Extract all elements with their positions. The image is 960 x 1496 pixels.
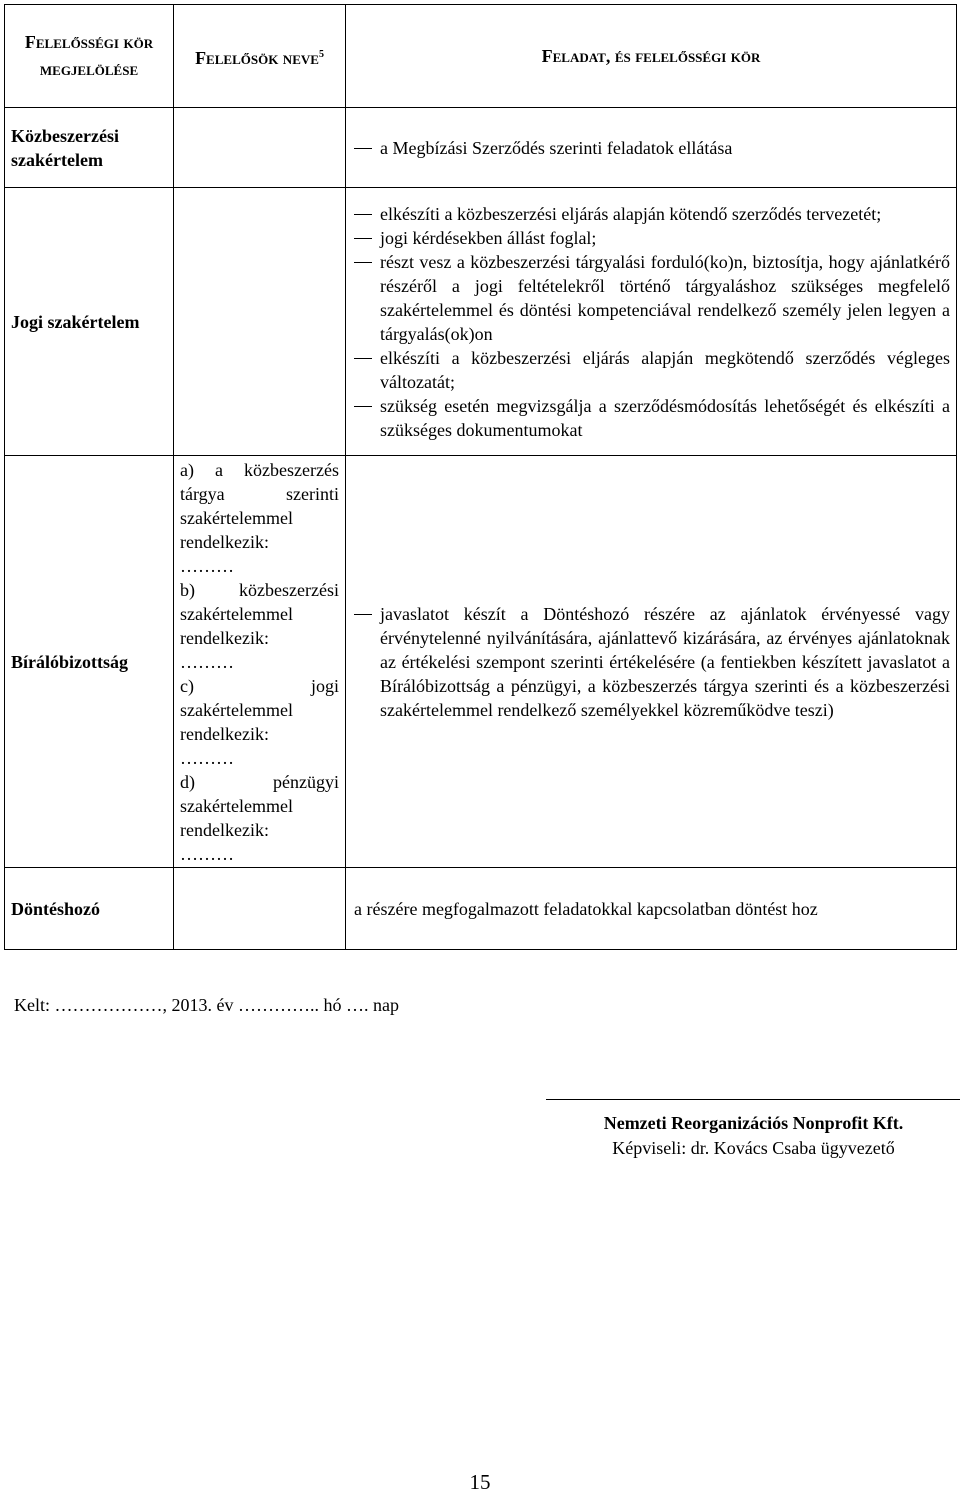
page-number: 15 (469, 1470, 491, 1494)
names-cell (174, 188, 346, 456)
header-responsible-persons: Felelősök neve$^5$ (174, 5, 346, 108)
member-blank: ……… (180, 843, 234, 864)
task-item: javaslatot készít a Döntéshozó részére az ajánlatok érvényessé vagy érvénytelenné nyilvánítására, ajánlattevő kizárására, az érvényes ajánlatoknak az értékelési szempont szerinti értékelésére (a fentiekben készített javaslatot a Bírálóbizottság a pénzügyi, a közbeszerzés tárgya szerinti és a közbeszerzési szakértelemmel rendelkező személyekkel közreműködve teszi) (380, 603, 950, 720)
header-task: Feladat, és felelősségi kör (346, 5, 957, 108)
tasks-cell (346, 108, 957, 188)
task-item: elkészíti a közbeszerzési eljárás alapján kötendő szerződés tervezetét; (380, 202, 950, 226)
names-cell (174, 868, 346, 950)
member-blank: ……… (180, 747, 234, 768)
footnote-marker: 5 (318, 48, 324, 60)
role-cell: Bírálóbizottság (5, 456, 174, 868)
member-blank: ……… (180, 651, 234, 672)
table-row (5, 456, 957, 868)
signatory-representative: Képviseli: dr. Kovács Csaba ügyvezető (612, 1138, 895, 1158)
task-item: elkészíti a közbeszerzési eljárás alapján megkötendő szerződés végleges változatát; (380, 347, 950, 392)
table-header-row (5, 5, 957, 108)
role-cell: Döntéshozó (5, 868, 174, 950)
table-row (5, 188, 957, 456)
responsibility-table (4, 4, 957, 950)
tasks-cell (346, 188, 957, 456)
task-item: szükség esetén megvizsgálja a szerződésmódosítás lehetőségét és elkészíti a szükséges dokumentumokat (380, 395, 950, 440)
names-cell (174, 108, 346, 188)
member-label: d) pénzügyi szakértelemmel rendelkezik: (180, 771, 339, 840)
tasks-cell (346, 456, 957, 868)
task-item: a Megbízási Szerződés szerinti feladatok ellátása (380, 136, 950, 160)
member-label: a) a közbeszerzés tárgya szerinti szakértelemmel rendelkezik: (180, 459, 339, 552)
names-cell (174, 456, 346, 868)
member-blank: ……… (180, 555, 234, 576)
signatory-name: Nemzeti Reorganizációs Nonprofit Kft. (603, 1113, 904, 1133)
task-item: részt vesz a közbeszerzési tárgyalási forduló(ko)n, biztosítja, hogy ajánlatkérő részéről a jogi feltételekről történő tárgyaláshoz szükséges megfelelő szakértelemmel és döntési kompetenciával rendelkező személy jelen legyen a tárgyalás(ok)on (380, 251, 950, 344)
task-item: jogi kérdésekben állást foglal; (380, 226, 950, 250)
member-label: b) közbeszerzési szakértelemmel rendelkezik: (180, 579, 339, 648)
table-row (5, 108, 957, 188)
signature-line (546, 1099, 960, 1100)
header-responsibility-area: Felelősségi kör megjelölése (5, 5, 174, 108)
date-line: Kelt: ………………, 2013. év ………….. hó …. nap (14, 995, 399, 1015)
member-label: c) jogi szakértelemmel rendelkezik: (180, 675, 339, 744)
tasks-cell: a részére megfogalmazott feladatokkal kapcsolatban döntést hoz (346, 868, 957, 950)
role-cell: Jogi szakértelem (5, 188, 174, 456)
table-row (5, 868, 957, 950)
role-cell: Közbeszerzési szakértelem (5, 108, 174, 188)
